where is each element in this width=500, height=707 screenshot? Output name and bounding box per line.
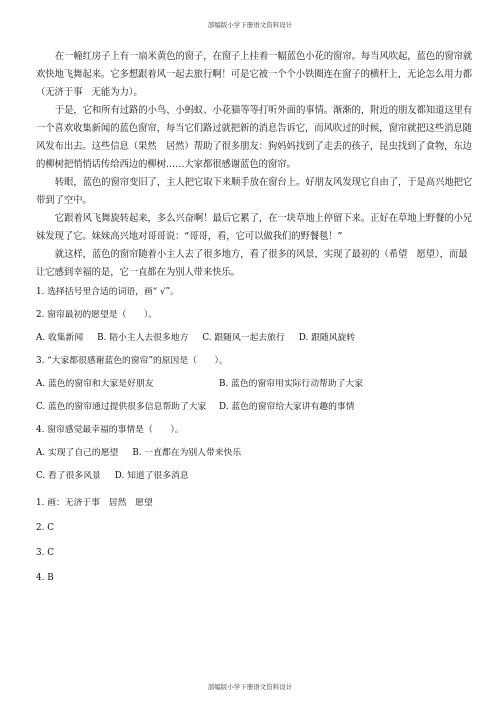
- passage-paragraph-4: 它跟着风飞舞旋转起来，多么兴奋啊！最后它累了，在一块草地上停留下来。正好在草地上野餐的小兄妹发现了它。妹妹高兴地对哥哥说：“哥哥，看，它可以做我们的野餐毯！”: [36, 213, 473, 242]
- passage-paragraph-3: 转眼，蓝色的窗帘变旧了，主人把它取下来顺手放在窗台上。好朋友风发现它自由了，于是高兴地把它带到了空中。: [36, 177, 473, 206]
- question-3: 3. “大家都很感谢蓝色的窗帘”的原因是（ ）。: [36, 356, 228, 366]
- option-b: B. 陪小主人去很多地方: [97, 333, 189, 343]
- document-body: [36, 48, 476, 597]
- option-c: C. 看了很多风景: [36, 471, 101, 481]
- page-footer: 部编版小学下册语文资料设计: [207, 683, 293, 691]
- question-3-options-row-1: [36, 378, 476, 391]
- option-b: B. 蓝色的窗帘用实际行动帮助了大家: [219, 379, 364, 389]
- answer-1: 1. 画：无济于事 居然 愿望: [36, 498, 153, 508]
- question-2-options: [36, 332, 476, 345]
- page-header: 部编版小学下册语文资料设计: [207, 21, 293, 29]
- option-d: D. 蓝色的窗帘给大家讲有趣的事情: [219, 402, 355, 412]
- option-c: C. 蓝色的窗帘通过提供很多信息帮助了大家: [36, 402, 207, 412]
- question-4-options-row-2: [36, 470, 476, 483]
- passage-paragraph-1: 在一幢红房子上有一扇米黄色的窗子，在窗子上挂着一幅蓝色小花的窗帘。每当风吹起，蓝色的窗帘就欢快地飞舞起来。它多想跟着风一起去旅行啊！可是它被一个个小铁圈连在窗子的横杆上，无论怎么用力都（无济于事 无能为力）。: [36, 51, 473, 98]
- question-1: 1. 选择括号里合适的词语，画“ √”。: [36, 287, 179, 297]
- option-d: D. 知道了很多消息: [114, 471, 189, 481]
- passage-paragraph-5: 就这样，蓝色的窗帘随着小主人去了很多地方，看了很多的风景，实现了最初的（希望 愿望），而最让它感到幸福的是，它一直都在为别人带来快乐。: [36, 249, 468, 278]
- question-2: 2. 窗帘最初的愿望是（ ）。: [36, 310, 158, 320]
- option-a: A. 实现了自己的愿望: [36, 448, 119, 458]
- option-c: C. 跟随风一起去旅行: [202, 333, 285, 343]
- question-3-options-row-2: [36, 401, 476, 414]
- answer-4: 4. B: [36, 573, 54, 583]
- answer-3: 3. C: [36, 548, 54, 558]
- option-b: B. 一直都在为别人带来快乐: [132, 448, 242, 458]
- option-a: A. 蓝色的窗帘和大家是好朋友: [36, 379, 154, 389]
- question-4: 4. 窗帘感觉最幸福的事情是（ ）。: [36, 425, 184, 435]
- question-4-options-row-1: [36, 447, 476, 460]
- passage-paragraph-2: 于是，它和所有过路的小鸟、小蚂蚁、小花猫等等打听外面的事情。渐渐的，附近的朋友都知道这里有一个喜欢收集新闻的蓝色窗帘，每当它们路过就把新的消息告诉它，而风吹过的时候，窗帘就把这些消息随风发布出去。这些信息（果然 居然）帮助了很多朋友：狗妈妈找到了走丢的孩子，昆虫找到了食物，东边的柳树把悄悄话传给西边的柳树……大家都很感谢蓝色的窗帘。: [36, 105, 473, 170]
- answer-2: 2. C: [36, 523, 54, 533]
- option-d: D. 跟随风旋转: [298, 333, 356, 343]
- option-a: A. 收集新闻: [36, 333, 84, 343]
